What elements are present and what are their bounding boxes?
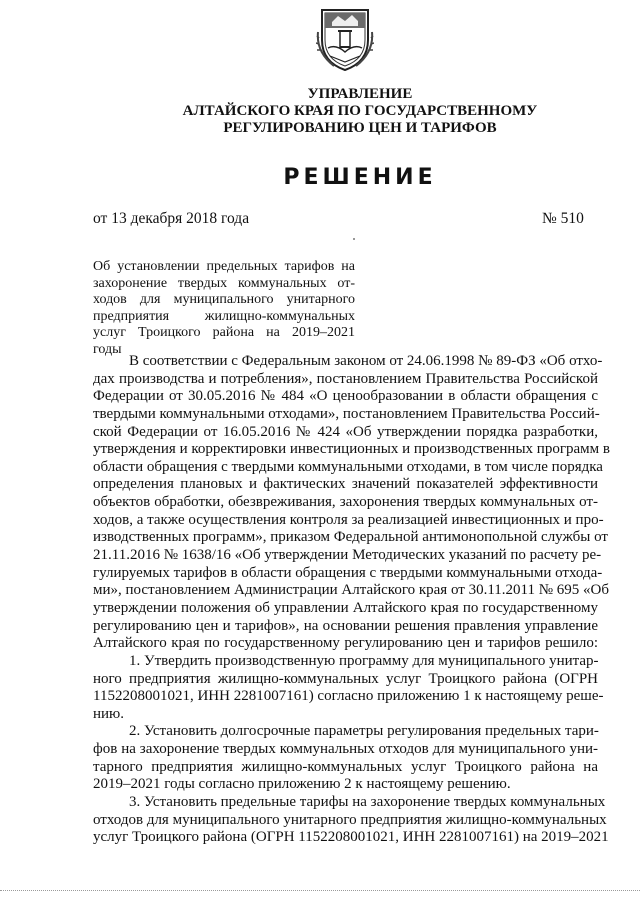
body-line: утверждении положения об управлении Алтайского края по государственному	[93, 599, 598, 616]
subject-line: захоронение твердых коммунальных от-	[93, 275, 355, 291]
subject-line: услуг Троицкого района на 2019–2021	[93, 325, 355, 340]
body-line: ской Федерации от 16.05.2016 № 424 «Об утверждении порядка разработки,	[93, 423, 598, 440]
paragraph-preamble	[93, 353, 610, 653]
paragraph-item-1	[93, 652, 604, 724]
body-line: объектов обработки, обезвреживания, захоронения твердых коммунальных от-	[93, 494, 598, 511]
subject-line: предприятия жилищно-коммунальных	[93, 308, 355, 324]
body-line: 1. Утвердить производственную программу для муниципального унитар-	[129, 652, 599, 669]
subject-line: Об установлении предельных тарифов на	[93, 259, 355, 274]
body-line: 2. Установить долгосрочные параметры регулирования предельных тари-	[129, 723, 599, 740]
document-subject	[93, 259, 355, 358]
body-line: фов на захоронение твердых коммунальных отходов для муниципального уни-	[93, 741, 598, 758]
body-line: отходов для муниципального унитарного предприятия жилищно-коммунальных	[93, 811, 607, 828]
document-title: РЕШЕНИЕ	[283, 165, 437, 190]
body-line: 3. Установить предельные тарифы на захоронение твердых коммунальных	[129, 794, 606, 811]
body-line: ходов, а также осуществления контроля за реализацией инвестиционных и про-	[93, 511, 604, 528]
body-line: услуг Троицкого района (ОГРН 1152208001021, ИНН 2281007161) на 2019–2021	[93, 829, 609, 846]
document-number: № 510	[542, 210, 584, 227]
org-name-line-1: УПРАВЛЕНИЕ	[307, 86, 413, 102]
body-line: ного предприятия жилищно-коммунальных услуг Троицкого района (ОГРН	[93, 670, 598, 687]
body-line: регулированию цен и тарифов», на основании решения правления управление	[93, 617, 598, 634]
body-line: дах производства и потребления», постановлением Правительства Российской	[93, 370, 598, 387]
altai-krai-coat-of-arms-icon	[316, 4, 374, 74]
body-line: тарного предприятия жилищно-коммунальных услуг Троицкого района на	[93, 758, 598, 775]
body-line: области обращения с твердыми коммунальными отходами, в том числе порядка	[93, 458, 603, 475]
body-line: Федерации от 30.05.2016 № 484 «О ценообразовании в области обращения с	[93, 388, 598, 405]
body-line: Алтайского края по государственному регулированию цен и тарифов решило:	[93, 635, 598, 652]
paragraph-item-2	[93, 723, 598, 794]
page-bottom-divider	[0, 890, 640, 891]
org-name-line-3: РЕГУЛИРОВАНИЮ ЦЕН И ТАРИФОВ	[223, 120, 497, 136]
document-date: от 13 декабря 2018 года	[93, 210, 250, 227]
scan-speck	[353, 238, 355, 240]
paragraph-item-3	[93, 794, 609, 847]
org-name-line-2: АЛТАЙСКОГО КРАЯ ПО ГОСУДАРСТВЕННОМУ	[182, 103, 538, 119]
body-line: утверждения и корректировки инвестиционных и производственных программ в	[93, 441, 610, 458]
body-line: 1152208001021, ИНН 2281007161) согласно приложению 1 к настоящему реше-	[93, 688, 604, 705]
body-line: 21.11.2016 № 1638/16 «Об утверждении Методических указаний по расчету ре-	[93, 547, 602, 564]
body-line: ми», постановлением Администрации Алтайского края от 30.11.2011 № 695 «Об	[93, 582, 609, 599]
subject-line: ходов для муниципального унитарного	[93, 292, 355, 307]
body-line: определения плановых и фактических значений показателей эффективности	[93, 476, 598, 493]
body-line: 2019–2021 годы согласно приложению 2 к настоящему решению.	[93, 776, 511, 793]
body-line: изводственных программ», приказом Федеральной антимонопольной службы от	[93, 529, 608, 546]
body-line: нию.	[93, 705, 125, 722]
document-body	[93, 353, 610, 847]
body-line: твердыми коммунальными отходами», постановлением Правительства Россий-	[93, 405, 600, 422]
subject-line: годы	[93, 341, 122, 357]
body-line: В соответствии с Федеральным законом от 24.06.1998 № 89-ФЗ «Об отхо-	[129, 353, 603, 369]
body-line: гулируемых тарифов в области обращения с твердыми коммунальными отхода-	[93, 564, 603, 581]
